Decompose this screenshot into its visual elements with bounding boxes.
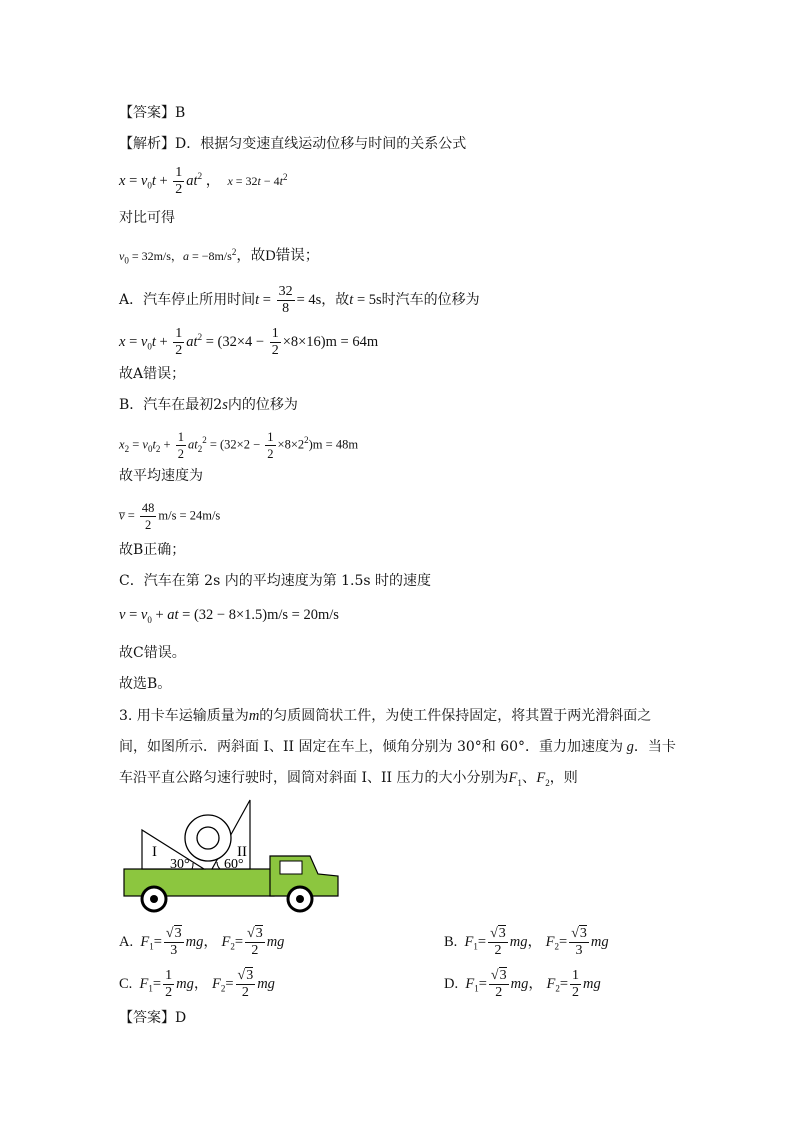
question3-line3: 车沿平直公路匀速行驶时，圆筒对斜面 I、II 压力的大小分别为$F_1$、$F_2$，则 — [119, 770, 578, 788]
label-incline-one: I — [152, 844, 157, 860]
final-answer-line: 故选B。 — [119, 676, 172, 692]
analysis-label: 【解析】 — [119, 136, 175, 152]
label-incline-two: II — [237, 844, 247, 860]
q3-text-1: 3. 用卡车运输质量为 — [119, 708, 249, 724]
b-text: B．汽车在最初2 — [119, 397, 223, 413]
option-d-letter: D. — [444, 975, 459, 992]
answer2-label: 【答案】 — [119, 1010, 175, 1026]
answer-line-1 — [119, 103, 185, 123]
formula-a: $x = v_0t$ + $\frac{1}{2}$ $at^2 = (32\times 4$ − $\frac{1}{2}$ ×8×16)m = 64m — [119, 326, 379, 358]
a-conclusion: 故A错误； — [119, 366, 186, 382]
question3-line2: 间，如图所示．两斜面 I、II 固定在车上，倾角分别为 30°和 60°．重力加速度为 g．当卡 — [119, 739, 676, 755]
truck-figure — [120, 792, 345, 917]
d-conclusion: ，故D错误； — [236, 248, 320, 264]
option-b-letter: B. — [444, 933, 458, 950]
b-conclusion: 故B正确； — [119, 542, 186, 558]
b-line: B．汽车在最初2s内的位移为 — [119, 397, 298, 413]
analysis-intro: D．根据匀变速直线运动位移与时间的关系公式 — [175, 136, 467, 152]
formula-b-avg: v̅ = $\frac{48}{2}$ m/s = 24m/s — [119, 501, 221, 532]
option-c-letter: C. — [119, 975, 133, 992]
option-a-letter: A. — [119, 933, 134, 950]
a-line: A．汽车停止所用时间t = $\frac{32}{8}$ = 4s，故t = 5s时汽车的位移为 — [119, 284, 480, 316]
a-end: 时汽车的位移为 — [381, 291, 480, 308]
q3-text-2: 间，如图所示．两斜面 I、II 固定在车上，倾角分别为 30°和 60°．重力加速度为 — [119, 739, 624, 755]
answer-line-2 — [119, 1008, 186, 1028]
q3-text-3: 车沿平直公路匀速行驶时，圆筒对斜面 I、II 压力的大小分别为 — [119, 770, 509, 786]
d-result-line: $v_0 = 32m/s$，$a = -8m/s^2$，故D错误； — [119, 247, 320, 266]
option-b[interactable]: B. $F_1=$ $\frac{√3}{2}$ mg， $F_2=$ $\frac{√3}{3}$ mg — [444, 926, 609, 958]
label-angle-60: 60° — [224, 857, 244, 872]
c-line: C．汽车在第 2s 内的平均速度为第 1.5s 时的速度 — [119, 573, 432, 589]
option-a[interactable]: A. $F_1=$ $\frac{√3}{3}$ mg， $F_2=$ $\frac{√3}{2}$ mg — [119, 926, 285, 958]
cylinder-inner — [197, 827, 219, 849]
question3-line1: 3. 用卡车运输质量为m的匀质圆筒状工件，为使工件保持固定，将其置于两光滑斜面之 — [119, 708, 652, 724]
c-conclusion: 故C错误。 — [119, 645, 186, 661]
q3-text-3b: ，则 — [549, 770, 578, 786]
formula-displacement: $x = v_0t$ + $\frac{1}{2}$ $at^2$ ， $x = 32t - 4t^2$ — [119, 165, 288, 197]
rear-wheel-hub — [150, 895, 158, 903]
label-angle-30: 30° — [170, 857, 190, 872]
b-avg-line: 故平均速度为 — [119, 468, 203, 484]
formula-b: $x_2 = v_0t_2$ + $\frac{1}{2}$ $at_2^2 = (32\times 2$ − $\frac{1}{2}$ $\times 8\times 2^2)m = 48m$ — [119, 430, 359, 461]
front-wheel-hub — [296, 895, 304, 903]
answer2-value: D — [175, 1010, 187, 1026]
option-c[interactable]: C. $F_1=$ $\frac{1}{2}$ mg， $F_2=$ $\frac{√3}{2}$ mg — [119, 968, 275, 1000]
analysis-intro-line — [119, 134, 466, 154]
answer-label: 【答案】 — [119, 105, 175, 121]
option-d[interactable]: D. $F_1=$ $\frac{√3}{2}$ mg， $F_2=$ $\frac{1}{2}$ mg — [444, 968, 601, 1000]
formula-c: $v = v_0$ + at = (32 − 8×1.5)m/s = 20m/s — [119, 607, 339, 625]
a-mid: ，故 — [321, 291, 350, 308]
answer-value: B — [175, 105, 186, 121]
b-end: 内的位移为 — [227, 397, 298, 413]
truck-window — [280, 861, 302, 874]
compare-line: 对比可得 — [119, 210, 175, 226]
a-text: A．汽车停止所用时间 — [119, 291, 256, 308]
q3-text-1b: 的匀质圆筒状工件，为使工件保持固定，将其置于两光滑斜面之 — [259, 708, 652, 724]
q3-text-2b: ．当卡 — [633, 739, 676, 755]
